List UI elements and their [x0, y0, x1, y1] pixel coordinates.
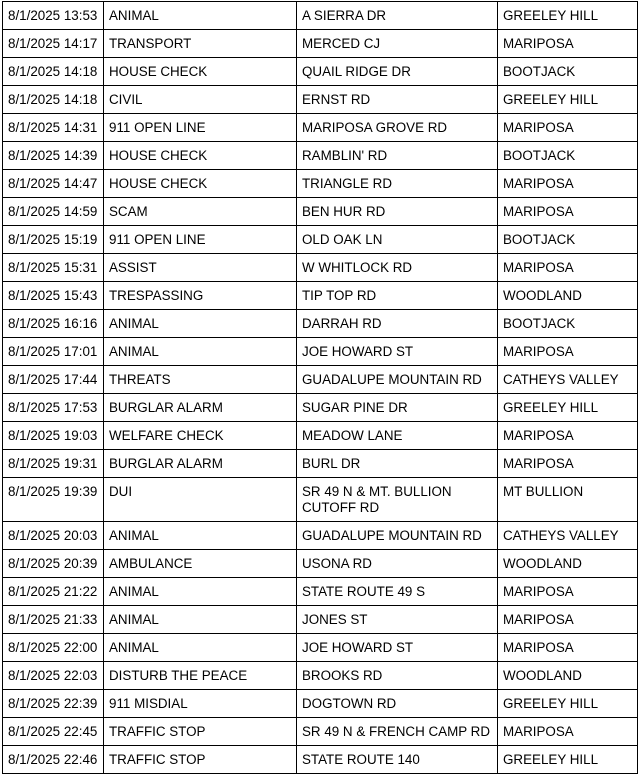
datetime-cell: 8/1/2025 13:53 [3, 2, 104, 30]
area-cell: BOOTJACK [498, 142, 638, 170]
table-row [3, 254, 638, 282]
location-cell: STATE ROUTE 49 S [297, 578, 498, 606]
area-cell: GREELEY HILL [498, 86, 638, 114]
area-cell: CATHEYS VALLEY [498, 366, 638, 394]
call-type-cell: WELFARE CHECK [104, 422, 297, 450]
datetime-cell: 8/1/2025 14:39 [3, 142, 104, 170]
table-row [3, 170, 638, 198]
table-row [3, 690, 638, 718]
area-cell: MARIPOSA [498, 578, 638, 606]
area-cell: MARIPOSA [498, 254, 638, 282]
location-cell: BROOKS RD [297, 662, 498, 690]
area-cell: WOODLAND [498, 550, 638, 578]
table-row [3, 718, 638, 746]
datetime-cell: 8/1/2025 17:01 [3, 338, 104, 366]
location-cell: SR 49 N & FRENCH CAMP RD [297, 718, 498, 746]
datetime-cell: 8/1/2025 20:03 [3, 522, 104, 550]
call-type-cell: CIVIL [104, 86, 297, 114]
table-row [3, 30, 638, 58]
location-cell: W WHITLOCK RD [297, 254, 498, 282]
area-cell: MARIPOSA [498, 606, 638, 634]
area-cell: MT BULLION [498, 478, 638, 522]
table-row [3, 522, 638, 550]
call-log-table [2, 1, 638, 774]
datetime-cell: 8/1/2025 14:59 [3, 198, 104, 226]
call-type-cell: BURGLAR ALARM [104, 394, 297, 422]
location-cell: BURL DR [297, 450, 498, 478]
area-cell: MARIPOSA [498, 634, 638, 662]
call-type-cell: HOUSE CHECK [104, 142, 297, 170]
location-cell: BEN HUR RD [297, 198, 498, 226]
table-row [3, 198, 638, 226]
call-type-cell: ANIMAL [104, 2, 297, 30]
location-cell: MARIPOSA GROVE RD [297, 114, 498, 142]
location-cell: DARRAH RD [297, 310, 498, 338]
location-cell: MERCED CJ [297, 30, 498, 58]
location-cell: GUADALUPE MOUNTAIN RD [297, 366, 498, 394]
call-type-cell: 911 MISDIAL [104, 690, 297, 718]
datetime-cell: 8/1/2025 16:16 [3, 310, 104, 338]
datetime-cell: 8/1/2025 22:45 [3, 718, 104, 746]
datetime-cell: 8/1/2025 19:03 [3, 422, 104, 450]
datetime-cell: 8/1/2025 19:39 [3, 478, 104, 522]
datetime-cell: 8/1/2025 22:39 [3, 690, 104, 718]
location-cell: TRIANGLE RD [297, 170, 498, 198]
call-type-cell: TRANSPORT [104, 30, 297, 58]
datetime-cell: 8/1/2025 14:31 [3, 114, 104, 142]
call-type-cell: ANIMAL [104, 522, 297, 550]
location-cell: DOGTOWN RD [297, 690, 498, 718]
area-cell: GREELEY HILL [498, 2, 638, 30]
call-type-cell: THREATS [104, 366, 297, 394]
location-cell: STATE ROUTE 140 [297, 746, 498, 774]
table-row [3, 2, 638, 30]
area-cell: MARIPOSA [498, 30, 638, 58]
area-cell: MARIPOSA [498, 450, 638, 478]
area-cell: WOODLAND [498, 662, 638, 690]
area-cell: MARIPOSA [498, 114, 638, 142]
area-cell: MARIPOSA [498, 198, 638, 226]
table-row [3, 310, 638, 338]
call-type-cell: ANIMAL [104, 338, 297, 366]
datetime-cell: 8/1/2025 22:03 [3, 662, 104, 690]
table-row [3, 226, 638, 254]
datetime-cell: 8/1/2025 17:44 [3, 366, 104, 394]
datetime-cell: 8/1/2025 15:31 [3, 254, 104, 282]
location-cell: ERNST RD [297, 86, 498, 114]
location-cell: GUADALUPE MOUNTAIN RD [297, 522, 498, 550]
location-cell: JONES ST [297, 606, 498, 634]
area-cell: BOOTJACK [498, 226, 638, 254]
datetime-cell: 8/1/2025 14:18 [3, 86, 104, 114]
call-type-cell: ANIMAL [104, 310, 297, 338]
call-type-cell: HOUSE CHECK [104, 58, 297, 86]
area-cell: CATHEYS VALLEY [498, 522, 638, 550]
area-cell: BOOTJACK [498, 58, 638, 86]
datetime-cell: 8/1/2025 14:17 [3, 30, 104, 58]
table-row [3, 338, 638, 366]
call-type-cell: HOUSE CHECK [104, 170, 297, 198]
table-row [3, 478, 638, 522]
location-cell: JOE HOWARD ST [297, 634, 498, 662]
call-type-cell: ANIMAL [104, 578, 297, 606]
location-cell: A SIERRA DR [297, 2, 498, 30]
datetime-cell: 8/1/2025 21:33 [3, 606, 104, 634]
call-type-cell: SCAM [104, 198, 297, 226]
location-cell: OLD OAK LN [297, 226, 498, 254]
table-row [3, 606, 638, 634]
location-cell: JOE HOWARD ST [297, 338, 498, 366]
location-cell: MEADOW LANE [297, 422, 498, 450]
area-cell: WOODLAND [498, 282, 638, 310]
call-type-cell: TRESPASSING [104, 282, 297, 310]
table-row [3, 58, 638, 86]
call-type-cell: 911 OPEN LINE [104, 114, 297, 142]
location-cell: SR 49 N & MT. BULLION CUTOFF RD [297, 478, 498, 522]
call-type-cell: 911 OPEN LINE [104, 226, 297, 254]
table-row [3, 578, 638, 606]
call-type-cell: ANIMAL [104, 606, 297, 634]
table-row [3, 114, 638, 142]
datetime-cell: 8/1/2025 20:39 [3, 550, 104, 578]
location-cell: RAMBLIN' RD [297, 142, 498, 170]
area-cell: GREELEY HILL [498, 394, 638, 422]
area-cell: MARIPOSA [498, 718, 638, 746]
datetime-cell: 8/1/2025 17:53 [3, 394, 104, 422]
datetime-cell: 8/1/2025 15:43 [3, 282, 104, 310]
datetime-cell: 8/1/2025 22:46 [3, 746, 104, 774]
call-type-cell: AMBULANCE [104, 550, 297, 578]
table-row [3, 366, 638, 394]
datetime-cell: 8/1/2025 19:31 [3, 450, 104, 478]
area-cell: MARIPOSA [498, 170, 638, 198]
location-cell: USONA RD [297, 550, 498, 578]
area-cell: GREELEY HILL [498, 690, 638, 718]
table-row [3, 450, 638, 478]
datetime-cell: 8/1/2025 21:22 [3, 578, 104, 606]
call-type-cell: TRAFFIC STOP [104, 718, 297, 746]
location-cell: QUAIL RIDGE DR [297, 58, 498, 86]
datetime-cell: 8/1/2025 22:00 [3, 634, 104, 662]
datetime-cell: 8/1/2025 14:47 [3, 170, 104, 198]
area-cell: MARIPOSA [498, 338, 638, 366]
datetime-cell: 8/1/2025 14:18 [3, 58, 104, 86]
area-cell: MARIPOSA [498, 422, 638, 450]
table-row [3, 746, 638, 774]
call-type-cell: DUI [104, 478, 297, 522]
call-type-cell: TRAFFIC STOP [104, 746, 297, 774]
table-row [3, 422, 638, 450]
area-cell: GREELEY HILL [498, 746, 638, 774]
datetime-cell: 8/1/2025 15:19 [3, 226, 104, 254]
table-row [3, 634, 638, 662]
location-cell: TIP TOP RD [297, 282, 498, 310]
table-row [3, 86, 638, 114]
location-cell: SUGAR PINE DR [297, 394, 498, 422]
call-type-cell: BURGLAR ALARM [104, 450, 297, 478]
table-row [3, 662, 638, 690]
call-type-cell: ANIMAL [104, 634, 297, 662]
call-type-cell: ASSIST [104, 254, 297, 282]
table-row [3, 282, 638, 310]
area-cell: BOOTJACK [498, 310, 638, 338]
call-log-body [3, 2, 638, 774]
table-row [3, 550, 638, 578]
call-type-cell: DISTURB THE PEACE [104, 662, 297, 690]
table-row [3, 394, 638, 422]
table-row [3, 142, 638, 170]
